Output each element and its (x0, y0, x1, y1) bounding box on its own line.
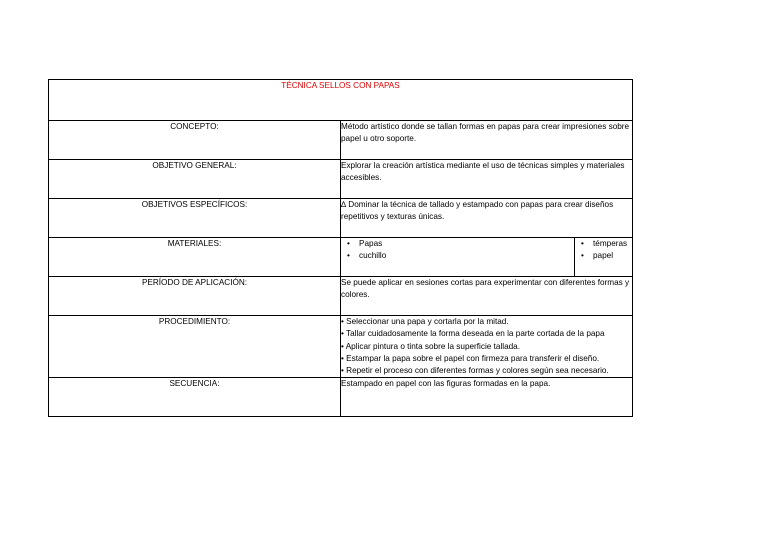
periodo-label: PERÍODO DE APLICACIÓN: (49, 277, 341, 316)
objetivos-especificos-label: OBJETIVOS ESPECÍFICOS: (49, 199, 341, 238)
concepto-label: CONCEPTO: (49, 121, 341, 160)
secuencia-label: SECUENCIA: (49, 378, 341, 417)
table-title: TÉCNICA SELLOS CON PAPAS (49, 80, 633, 121)
row-periodo (49, 277, 633, 316)
row-secuencia (49, 378, 633, 417)
row-objetivos-especificos (49, 199, 633, 238)
materiales-label: MATERIALES: (49, 238, 341, 277)
procedimiento-label: PROCEDIMIENTO: (49, 316, 341, 378)
material-item: • cuchillo (345, 250, 570, 262)
row-concepto (49, 121, 633, 160)
material-item: • Papas (345, 238, 570, 250)
procedimiento-step: • Aplicar pintura o tinta sobre la superficie tallada. (341, 341, 632, 353)
materiales-value (341, 238, 633, 277)
material-item: • témperas (579, 238, 628, 250)
secuencia-value: Estampado en papel con las figuras formadas en la papa. (341, 378, 633, 417)
procedimiento-step: • Estampar la papa sobre el papel con firmeza para transferir el diseño. (341, 353, 632, 365)
procedimiento-step: • Seleccionar una papa y cortarla por la mitad. (341, 316, 632, 328)
procedimiento-value (341, 316, 633, 378)
concepto-value: Método artístico donde se tallan formas en papas para crear impresiones sobre papel u otro soporte. (341, 121, 633, 160)
material-item: • papel (579, 250, 628, 262)
objetivo-general-label: OBJETIVO GENERAL: (49, 160, 341, 199)
objetivos-especificos-value: ∆ Dominar la técnica de tallado y estampado con papas para crear diseños repetitivos y texturas únicas. (341, 199, 633, 238)
procedimiento-step: • Repetir el proceso con diferentes formas y colores según sea necesario. (341, 365, 632, 377)
periodo-value: Se puede aplicar en sesiones cortas para experimentar con diferentes formas y colores. (341, 277, 633, 316)
row-objetivo-general (49, 160, 633, 199)
procedimiento-step: • Tallar cuidadosamente la forma deseada en la parte cortada de la papa (341, 328, 632, 340)
row-materiales (49, 238, 633, 277)
materiales-col-1 (341, 238, 575, 276)
materiales-col-2 (575, 238, 632, 276)
objetivo-general-value: Explorar la creación artística mediante el uso de técnicas simples y materiales accesibles. (341, 160, 633, 199)
row-procedimiento (49, 316, 633, 378)
lesson-plan-table (48, 79, 633, 417)
